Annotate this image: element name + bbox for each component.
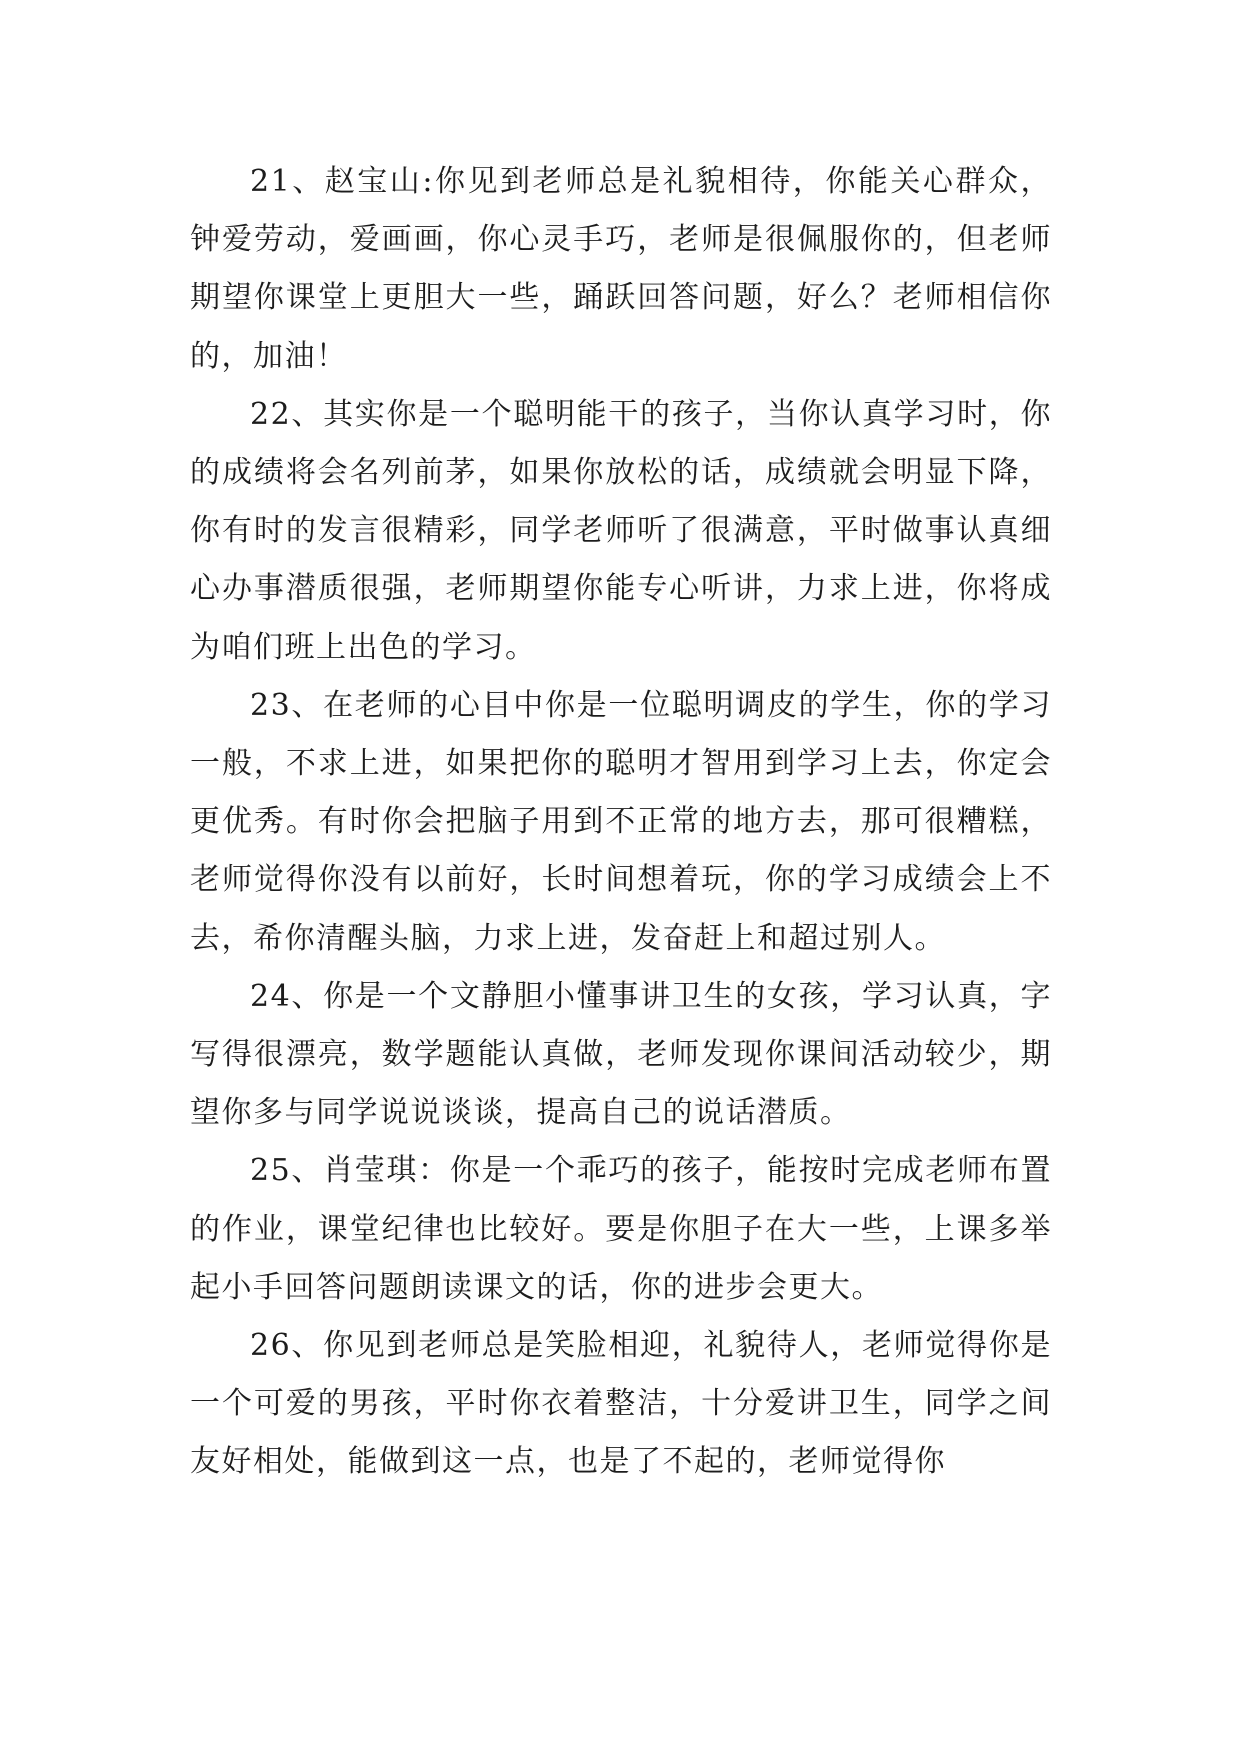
document-body [190, 153, 1052, 1492]
paragraph-22: 22、其实你是一个聪明能干的孩子，当你认真学习时，你的成绩将会名列前茅，如果你放松的话，成绩就会明显下降，你有时的发言很精彩，同学老师听了很满意，平时做事认真细心办事潜质很强，老师期望你能专心听讲，力求上进，你将成为咱们班上出色的学习。 [190, 396, 1052, 665]
paragraph-24: 24、你是一个文静胆小懂事讲卫生的女孩，学习认真，字写得很漂亮，数学题能认真做，老师发现你课间活动较少，期望你多与同学说说谈谈，提高自己的说话潜质。 [190, 978, 1052, 1131]
paragraph-25: 25、肖莹琪：你是一个乖巧的孩子，能按时完成老师布置的作业，课堂纪律也比较好。要是你胆子在大一些，上课多举起小手回答问题朗读课文的话，你的进步会更大。 [190, 1153, 1052, 1305]
paragraph-23: 23、在老师的心目中你是一位聪明调皮的学生，你的学习一般，不求上进，如果把你的聪明才智用到学习上去，你定会更优秀。有时你会把脑子用到不正常的地方去，那可很糟糕，老师觉得你没有以前好，长时间想着玩，你的学习成绩会上不去，希你清醒头脑，力求上进，发奋赶上和超过别人。 [190, 687, 1052, 956]
paragraph-26: 26、你见到老师总是笑脸相迎，礼貌待人，老师觉得你是一个可爱的男孩，平时你衣着整洁，十分爱讲卫生，同学之间友好相处，能做到这一点，也是了不起的，老师觉得你 [190, 1328, 1052, 1480]
paragraph-21: 21、赵宝山:你见到老师总是礼貌相待，你能关心群众，钟爱劳动，爱画画，你心灵手巧，老师是很佩服你的，但老师期望你课堂上更胆大一些，踊跃回答问题，好么？老师相信你的，加油！ [190, 164, 1052, 374]
